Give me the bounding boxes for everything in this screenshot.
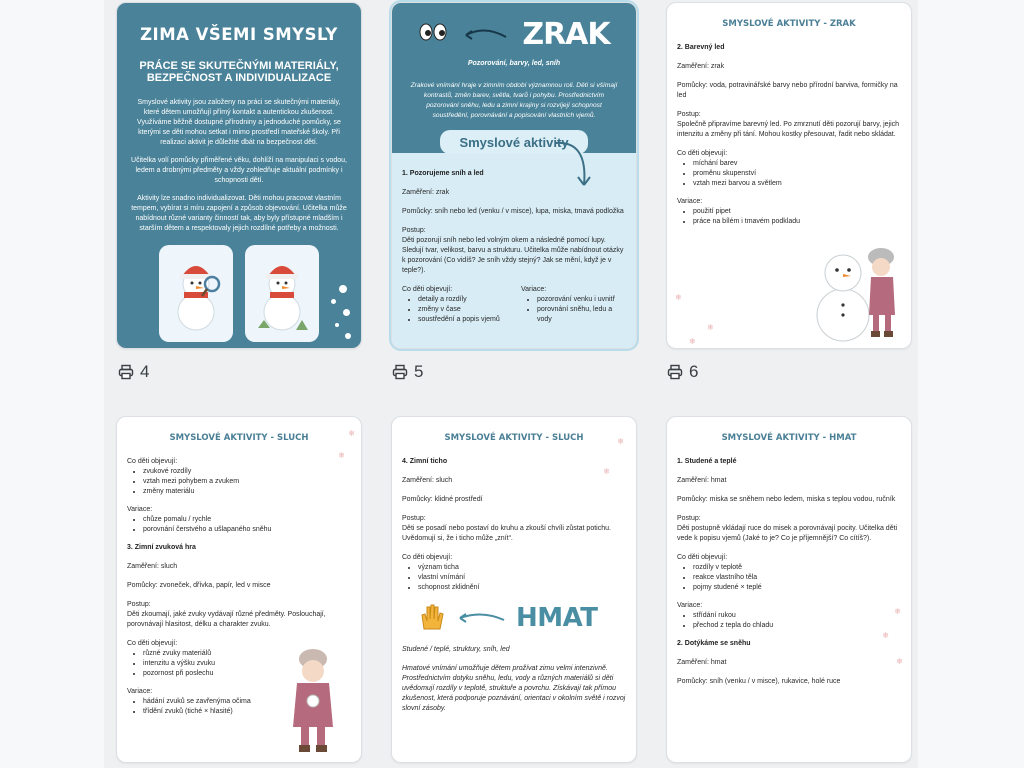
hand-icon <box>416 601 446 635</box>
learn-label: Co děti objevují: <box>677 150 728 157</box>
learn-label: Co děti objevují: <box>402 554 453 561</box>
snowman-magnifier-image <box>159 245 233 342</box>
list-item: • význam ticha <box>418 563 626 573</box>
page-number: 6 <box>689 362 699 381</box>
section-chip: Smyslové aktivity <box>440 130 588 154</box>
activity-title: 3. Zimní zvuková hra <box>127 544 196 551</box>
page-number: 5 <box>414 362 424 381</box>
procedure-text: Děti zkoumají, jaké zvuky vydávají různé předměty. Poslouchají, porovnávají hlasitost, délku a charakter zvuku. <box>127 611 326 628</box>
list-item: • vlastní vnímání <box>418 573 626 583</box>
procedure-text: Děti postupně vkládají ruce do misek a porovnávají pocity. Učitelka děti vede k popisu vjemů (Jaké to je? Co je příjemnější? Co cítíš?). <box>677 525 898 542</box>
focus-line: Zaměření: hmat <box>677 659 727 666</box>
list-item: • míchání barev <box>693 159 901 169</box>
tools-line: Pomůcky: sníh (venku / v misce), rukavice, holé ruce <box>677 678 841 685</box>
activity-title: 2. Dotýkáme se sněhu <box>677 640 751 647</box>
list-item: • proměnu skupenství <box>693 169 901 179</box>
tools-line: Pomůcky: klidné prostředí <box>402 496 483 503</box>
page-thumbnail-8[interactable] <box>391 416 637 763</box>
focus-line: Zaměření: zrak <box>402 189 450 196</box>
snowflake-icon: ❄ <box>689 337 696 346</box>
variation-label: Variace: <box>127 506 153 513</box>
printer-icon <box>118 364 134 380</box>
list-item: • práce na bílém i tmavém podkladu <box>693 217 901 227</box>
learn-label: Co děti objevují: <box>677 554 728 561</box>
keywords: Pozorování, barvy, led, sníh <box>467 60 561 67</box>
list-item: • změny v čase <box>418 305 507 315</box>
intro-text: Zrakové vnímání hraje v zimním období významnou roli. Děti si všímají kontrastů, změn barev, světla, tvarů i pohybu. Prostřednictvím pozorování sněhu, ledu a zimní krajiny si rozvíjejí schopnost soustředění, porovnávání a popisování vlastních vjemů. <box>410 82 618 119</box>
tools-line: Pomůcky: zvoneček, dřívka, papír, led v misce <box>127 582 271 589</box>
learn-label: Co děti objevují: <box>127 458 178 465</box>
snowman-child-illustration <box>807 243 903 343</box>
cover-title: ZIMA VŠEMI SMYSLY <box>140 25 338 44</box>
variation-label: Variace: <box>127 688 153 695</box>
list-item: • intenzitu a výšku zvuku <box>143 659 351 669</box>
focus-line: Zaměření: hmat <box>677 477 727 484</box>
activity-title: 1. Studené a teplé <box>677 458 737 465</box>
keywords: Studené / teplé, struktury, sníh, led <box>402 646 510 653</box>
snowflake-icon: ❄ <box>617 437 624 446</box>
snow-dots-decoration <box>331 285 353 345</box>
focus-line: Zaměření: sluch <box>402 477 453 484</box>
tools-line: Pomůcky: miska se sněhem nebo ledem, miska s teplou vodou, ručník <box>677 496 896 503</box>
page-label <box>667 362 698 382</box>
snowflake-icon: ❄ <box>675 293 682 302</box>
list-item: • vztah mezi barvou a světlem <box>693 179 901 189</box>
page-thumbnail-4[interactable] <box>116 2 362 349</box>
printer-icon <box>667 364 683 380</box>
list-item: • třídění zvuků (tiché × hlasité) <box>143 707 351 717</box>
list-item: • použití pipet <box>693 207 901 217</box>
procedure-text: Děti se posadí nebo postaví do kruhu a zkouší chvíli zůstat potichu. Uvědomují si, že i ticho může „znít“. <box>402 525 611 542</box>
list-item: • pojmy studené × teplé <box>693 583 901 593</box>
activity-title: 1. Pozorujeme sníh a led <box>402 170 484 177</box>
learn-label: Co děti objevují: <box>127 640 178 647</box>
list-item: • rozdíly v teplotě <box>693 563 901 573</box>
list-item: • různé zvuky materiálů <box>143 649 351 659</box>
snowflake-icon: ❄ <box>707 323 714 332</box>
snowflake-icon: ❄ <box>603 467 610 476</box>
list-item: • chůze pomalu / rychle <box>143 515 351 525</box>
variation-label: Variace: <box>677 602 703 609</box>
printer-icon <box>392 364 408 380</box>
list-item: • střídání rukou <box>693 611 901 621</box>
variation-label: Variace: <box>677 198 703 205</box>
list-item: • přechod z tepla do chladu <box>693 621 901 631</box>
list-item: • detaily a rozdíly <box>418 295 507 305</box>
tools-line: Pomůcky: voda, potravinářské barvy nebo přírodní barviva, formičky na led <box>677 82 898 99</box>
tools-line: Pomůcky: sníh nebo led (venku / v misce), lupa, miska, tmavá podložka <box>402 208 624 215</box>
list-item: • hádání zvuků se zavřenýma očima <box>143 697 351 707</box>
procedure-label: Postup: <box>677 515 701 522</box>
sense-heading: ZRAK <box>522 17 610 52</box>
procedure-label: Postup: <box>677 111 701 118</box>
list-item: • porovnání sněhu, ledu a vody <box>537 305 626 325</box>
snowflake-icon: ❄ <box>338 451 345 460</box>
focus-line: Zaměření: sluch <box>127 563 178 570</box>
list-item: • pozornost při poslechu <box>143 669 351 679</box>
activity-title: 2. Barevný led <box>677 44 725 51</box>
snowman-image <box>245 245 319 342</box>
variation-label: Variace: <box>521 286 547 293</box>
sense-heading: HMAT <box>516 603 598 633</box>
arrow-icon <box>454 610 508 626</box>
cover-paragraph: Smyslové aktivity jsou založeny na práci se skutečnými materiály, které dětem umožňují přímý kontakt a autentickou zkušenost. Využíváme běžně dostupné přírodniny a jednoduché pomůcky, se kterými se děti mohou setkat i mimo prostředí mateřské školy. Při realizaci aktivit je důležité dbát na bezpečnost dětí. <box>137 99 341 146</box>
list-item: • změny materiálu <box>143 487 351 497</box>
cover-paragraph: Aktivity lze snadno individualizovat. Děti mohou pracovat vlastním tempem, vybírat si míru zapojení a způsob objevování. Učitelka může nabídnout různé varianty činností tak, aby byly přístupné mladším i starším dětem a respektovaly jejich rozdílné potřeby a možnosti. <box>131 195 347 232</box>
curved-arrow-icon <box>554 139 594 191</box>
list-item: • schopnost zklidnění <box>418 583 626 593</box>
page-number: 4 <box>140 362 150 381</box>
cover-paragraph: Učitelka volí pomůcky přiměřené věku, dohlíží na manipulaci s vodou, ledem a drobnými předměty a vždy zohledňuje aktuální podmínky i schopnosti dětí. <box>131 157 347 184</box>
procedure-label: Postup: <box>127 601 151 608</box>
page-caption: SMYSLOVÉ AKTIVITY - SLUCH <box>169 433 309 443</box>
activity-title: 4. Zimní ticho <box>402 458 448 465</box>
cover-subtitle: PRÁCE SE SKUTEČNÝMI MATERIÁLY, BEZPEČNOST A INDIVIDUALIZACE <box>139 60 339 84</box>
page-caption: SMYSLOVÉ AKTIVITY - ZRAK <box>722 19 856 29</box>
page-label <box>392 362 423 382</box>
procedure-label: Postup: <box>402 227 426 234</box>
intro-text: Hmatové vnímání umožňuje dětem prožívat zimu velmi intenzivně. Prostřednictvím dotyku sněhu, ledu, vody a různých materiálů si děti uvědomují rozdíly v teplotě, struktuře a povrchu. Získávají tak přímou zkušenost, která podporuje poznávání, orientaci v okolním světě i rozvoj slovní zásoby. <box>402 665 626 712</box>
focus-line: Zaměření: zrak <box>677 63 725 70</box>
page-thumbnail-6[interactable] <box>666 2 912 349</box>
page-thumbnail-5[interactable] <box>391 2 637 349</box>
snowflake-icon: ❄ <box>882 631 889 640</box>
left-panel <box>0 0 104 768</box>
page-caption: SMYSLOVÉ AKTIVITY - SLUCH <box>444 433 584 443</box>
procedure-label: Postup: <box>402 515 426 522</box>
list-item: • reakce vlastního těla <box>693 573 901 583</box>
snowflake-icon: ❄ <box>894 607 901 616</box>
list-item: • vztah mezi pohybem a zvukem <box>143 477 351 487</box>
procedure-text: Děti pozorují sníh nebo led volným okem a následně pomocí lupy. Sledují tvar, velikost, barvu a strukturu. Učitelka může nabídnout otázky k pozorování (Co vidíš? Je sníh vždy stejný? Jak se mění, když je v teple?). <box>402 237 624 274</box>
procedure-text: Společně připravíme barevný led. Po zmrznutí děti pozorují barvy, jejich intenzitu a změny při tání. Mohou kostky přesouvat, řadit nebo skládat. <box>677 121 900 138</box>
list-item: • pozorování venku i uvnitř <box>537 295 626 305</box>
eyes-icon <box>418 22 448 48</box>
list-item: • porovnání čerstvého a ušlapaného sněhu <box>143 525 351 535</box>
right-panel <box>918 0 1024 768</box>
snowflake-icon: ❄ <box>896 657 903 666</box>
learn-label: Co děti objevují: <box>402 286 453 293</box>
arrow-icon <box>460 25 510 45</box>
snowflake-icon: ❄ <box>348 429 355 438</box>
page-caption: SMYSLOVÉ AKTIVITY - HMAT <box>721 433 857 443</box>
page-thumbnail-7[interactable] <box>116 416 362 763</box>
page-label <box>118 362 149 382</box>
list-item: • zvukové rozdíly <box>143 467 351 477</box>
child-with-snowman-illustration <box>289 649 337 759</box>
page-thumbnail-9[interactable] <box>666 416 912 763</box>
list-item: • soustředění a popis vjemů <box>418 315 507 325</box>
